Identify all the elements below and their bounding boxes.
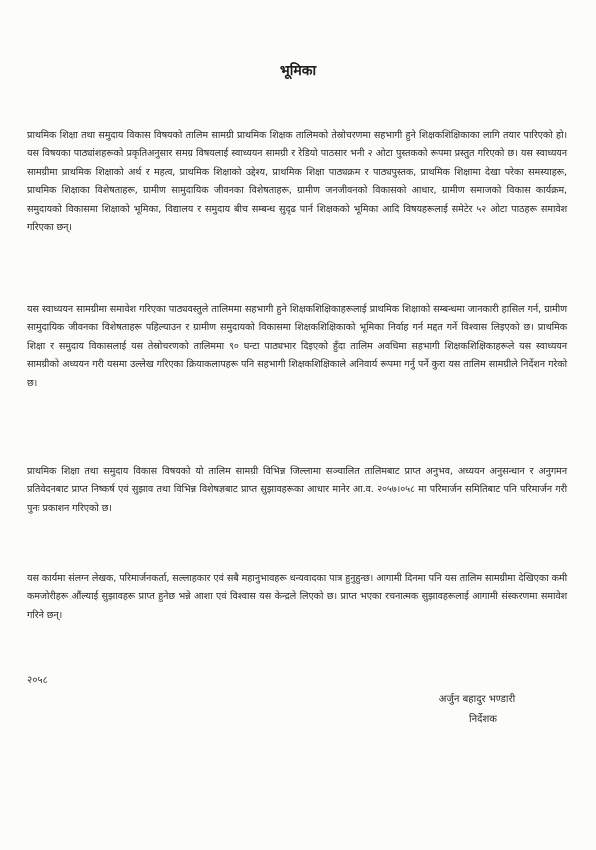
signature-name: अर्जुन बहादुर भण्डारी xyxy=(438,694,516,705)
paragraph-1: प्राथमिक शिक्षा तथा समुदाय विकास विषयको तालिम सामग्री प्राथमिक शिक्षक तालिमको तेस्रोचरणमा सहभागी हुने शिक्षकशिक्षिकाका लागि तयार पारिएको हो। यस विषयका पाठ्यांशहरूको प्रकृतिअनुसार समग्र विषयलाई स्वाध्ययन सामग्री र रेडियो पाठसार भनी २ ओटा पुस्तकको रूपमा प्रस्तुत गरिएको छ। यस स्वाध्ययन सामग्रीमा प्राथमिक शिक्षाको अर्थ र महत्व, प्राथमिक शिक्षाको उद्देश्य, प्राथमिक शिक्षा पाठ्यक्रम र पाठ्यपुस्तक, प्राथमिक शिक्षामा देखा परेका समस्याहरू, प्राथमिक शिक्षाका विशेषताहरू, ग्रामीण सामुदायिक जीवनका विशेषताहरू, ग्रामीण जनजीवनको विकासको आधार, ग्रामीण समाजको विकास कार्यक्रम, समुदायको विकासमा शिक्षाको भूमिका, विद्यालय र समुदाय बीच सम्बन्ध सुदृढ पार्न शिक्षकको भूमिका आदि विषयहरूलाई समेटेर ५२ ओटा पाठहरू समावेश गरिएका छन्। xyxy=(27,130,567,234)
paragraph-2: यस स्वाध्ययन सामग्रीमा समावेश गरिएका पाठ्यवस्तुले तालिममा सहभागी हुने शिक्षकशिक्षिकाहरूलाई प्राथमिक शिक्षाको सम्बन्धमा जानकारी हासिल गर्न, ग्रामीण सामुदायिक जीवनका विशेषताहरू पहिल्याउन र ग्रामीण समुदायको विकासमा शिक्षकशिक्षिकाको भूमिका निर्वाह गर्न मद्दत गर्ने विश्वास लिइएको छ। प्राथमिक शिक्षा र समुदाय विकासलाई यस तेस्रोचरणको तालिममा ९० घन्टा पाठ्यभार दिइएको हुँदा तालिम अवधिमा सहभागी शिक्षकशिक्षिकाहरूले यस स्वाध्ययन सामग्रीको अध्ययन गरी यसमा उल्लेख गरिएका क्रियाकलापहरू पनि सहभागी शिक्षकशिक्षिकाले अनिवार्य रूपमा गर्नु पर्ने कुरा यस तालिम सामग्रीले निर्देशन गरेको छ। xyxy=(27,304,567,389)
year-label: २०५८ xyxy=(27,675,48,686)
paragraph-3: प्राथमिक शिक्षा तथा समुदाय विकास विषयको यो तालिम सामग्री विभिन्न जिल्लामा सञ्चालित तालिमबाट प्राप्त अनुभव, अध्ययन अनुसन्धान र अनुगमन प्रतिवेदनबाट प्राप्त निष्कर्ष एवं सुझाव तथा विभिन्न विशेषज्ञबाट प्राप्त सुझावहरूका आधार मानेर आ.व. २०५७।०५८ मा परिमार्जन समितिबाट पनि परिमार्जन गरी पुनः प्रकाशन गरिएको छ। xyxy=(27,466,567,514)
paragraph-4: यस कार्यमा संलग्न लेखक, परिमार्जनकर्ता, सल्लाहकार एवं सबै महानुभावहरू धन्यवादका पात्र हुनुहुन्छ। आगामी दिनमा पनि यस तालिम सामग्रीमा देखिएका कमी कमजोरीहरू औंल्याई सुझावहरू प्राप्त हुनेछ भन्ने आशा एवं विश्वास यस केन्द्रले लिएको छ। प्राप्त भएका रचनात्मक सुझावहरूलाई आगामी संस्करणमा समावेश गरिने छन्। xyxy=(27,573,567,621)
page-title: भूमिका xyxy=(279,63,317,79)
signature-title: निर्देशक xyxy=(469,714,497,725)
signature-block xyxy=(412,690,542,730)
